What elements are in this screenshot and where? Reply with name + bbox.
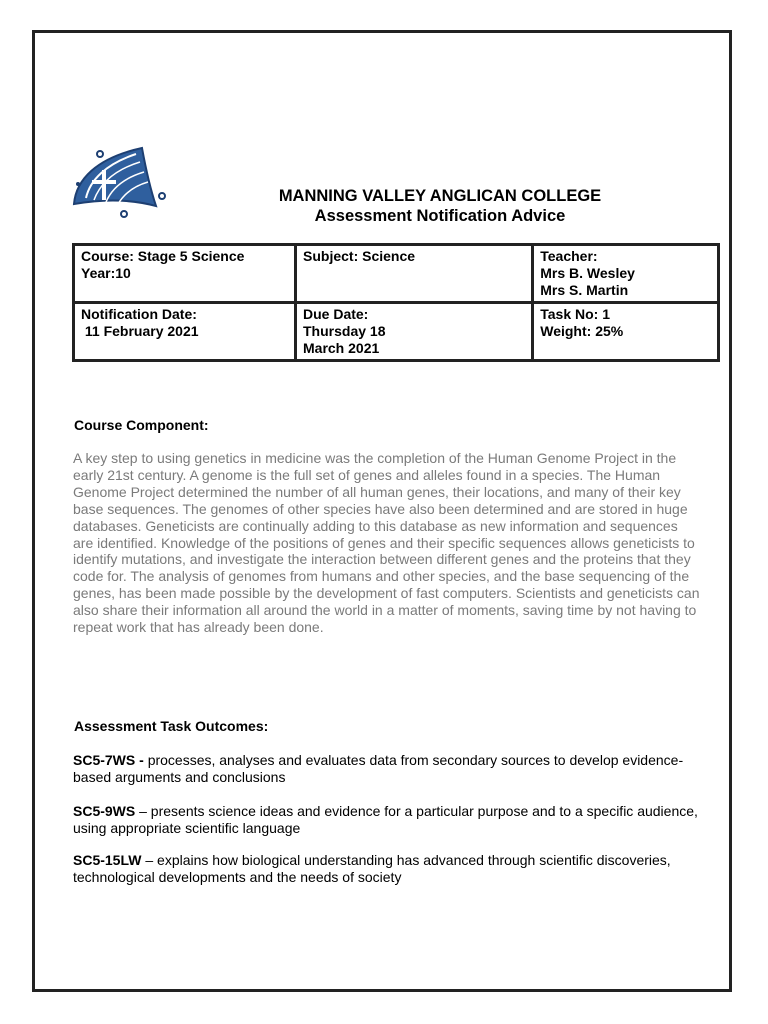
task-number: Task No: 1 [540, 306, 610, 322]
course-label: Course: Stage 5 Science [81, 248, 245, 264]
document-title [200, 186, 680, 226]
subject-cell [296, 245, 533, 303]
table-row [74, 303, 719, 361]
college-crest-icon [66, 140, 178, 222]
course-component-heading: Course Component: [74, 417, 209, 433]
teacher-name-2: Mrs S. Martin [540, 282, 629, 298]
year-label: Year:10 [81, 265, 131, 281]
outcome-item [73, 803, 703, 837]
document-subtitle: Assessment Notification Advice [314, 207, 566, 225]
notification-date-value: 11 February 2021 [81, 323, 199, 339]
subject-label: Subject: Science [303, 248, 416, 264]
outcome-description: processes, analyses and evaluates data from secondary sources to develop evidence-based arguments and conclusions [73, 752, 684, 785]
outcome-description: – presents science ideas and evidence for a particular purpose and to a specific audience, using appropriate scientific language [73, 803, 698, 836]
outcome-code: SC5-15LW [73, 852, 142, 868]
notification-date-cell [74, 303, 296, 361]
outcome-item [73, 852, 703, 886]
table-row [74, 245, 719, 303]
course-component-text: A key step to using genetics in medicine was the completion of the Human Genome Project in the early 21st century. A genome is the full set of genes and alleles found in a species. The Human Genome Project determined the number of all human genes, their locations, and many of their key base sequences. The genomes of other species have also been determined and are stored in huge databases. Geneticists are continually adding to this database as new information and sequences are identified. Knowledge of the positions of genes and their specific sequences allows geneticists to identify mutations, and investigate the interaction between different genes and the proteins that they code for. The analysis of genomes from humans and other species, and the base sequencing of the genes, has been made possible by the development of fast computers. Scientists and geneticists can also share their information all around the world in a matter of moments, saving time by not having to repeat work that has already been done. [73, 450, 700, 636]
outcome-item [73, 752, 703, 786]
outcomes-heading: Assessment Task Outcomes: [74, 718, 269, 734]
course-cell [74, 245, 296, 303]
teacher-cell [533, 245, 719, 303]
college-name: MANNING VALLEY ANGLICAN COLLEGE [278, 187, 602, 205]
teacher-label: Teacher: [540, 248, 598, 264]
due-date-value-2: March 2021 [303, 340, 380, 356]
notification-date-label: Notification Date: [81, 306, 197, 322]
outcome-code: SC5-7WS - [73, 752, 148, 768]
outcome-description: – explains how biological understanding has advanced through scientific discoveries, technological developments and the needs of society [73, 852, 671, 885]
teacher-name-1: Mrs B. Wesley [540, 265, 635, 281]
outcome-code: SC5-9WS [73, 803, 136, 819]
task-weight: Weight: 25% [540, 323, 624, 339]
assessment-info-table [72, 243, 720, 362]
due-date-label: Due Date: [303, 306, 369, 322]
task-cell [533, 303, 719, 361]
due-date-cell [296, 303, 533, 361]
due-date-value-1: Thursday 18 [303, 323, 386, 339]
